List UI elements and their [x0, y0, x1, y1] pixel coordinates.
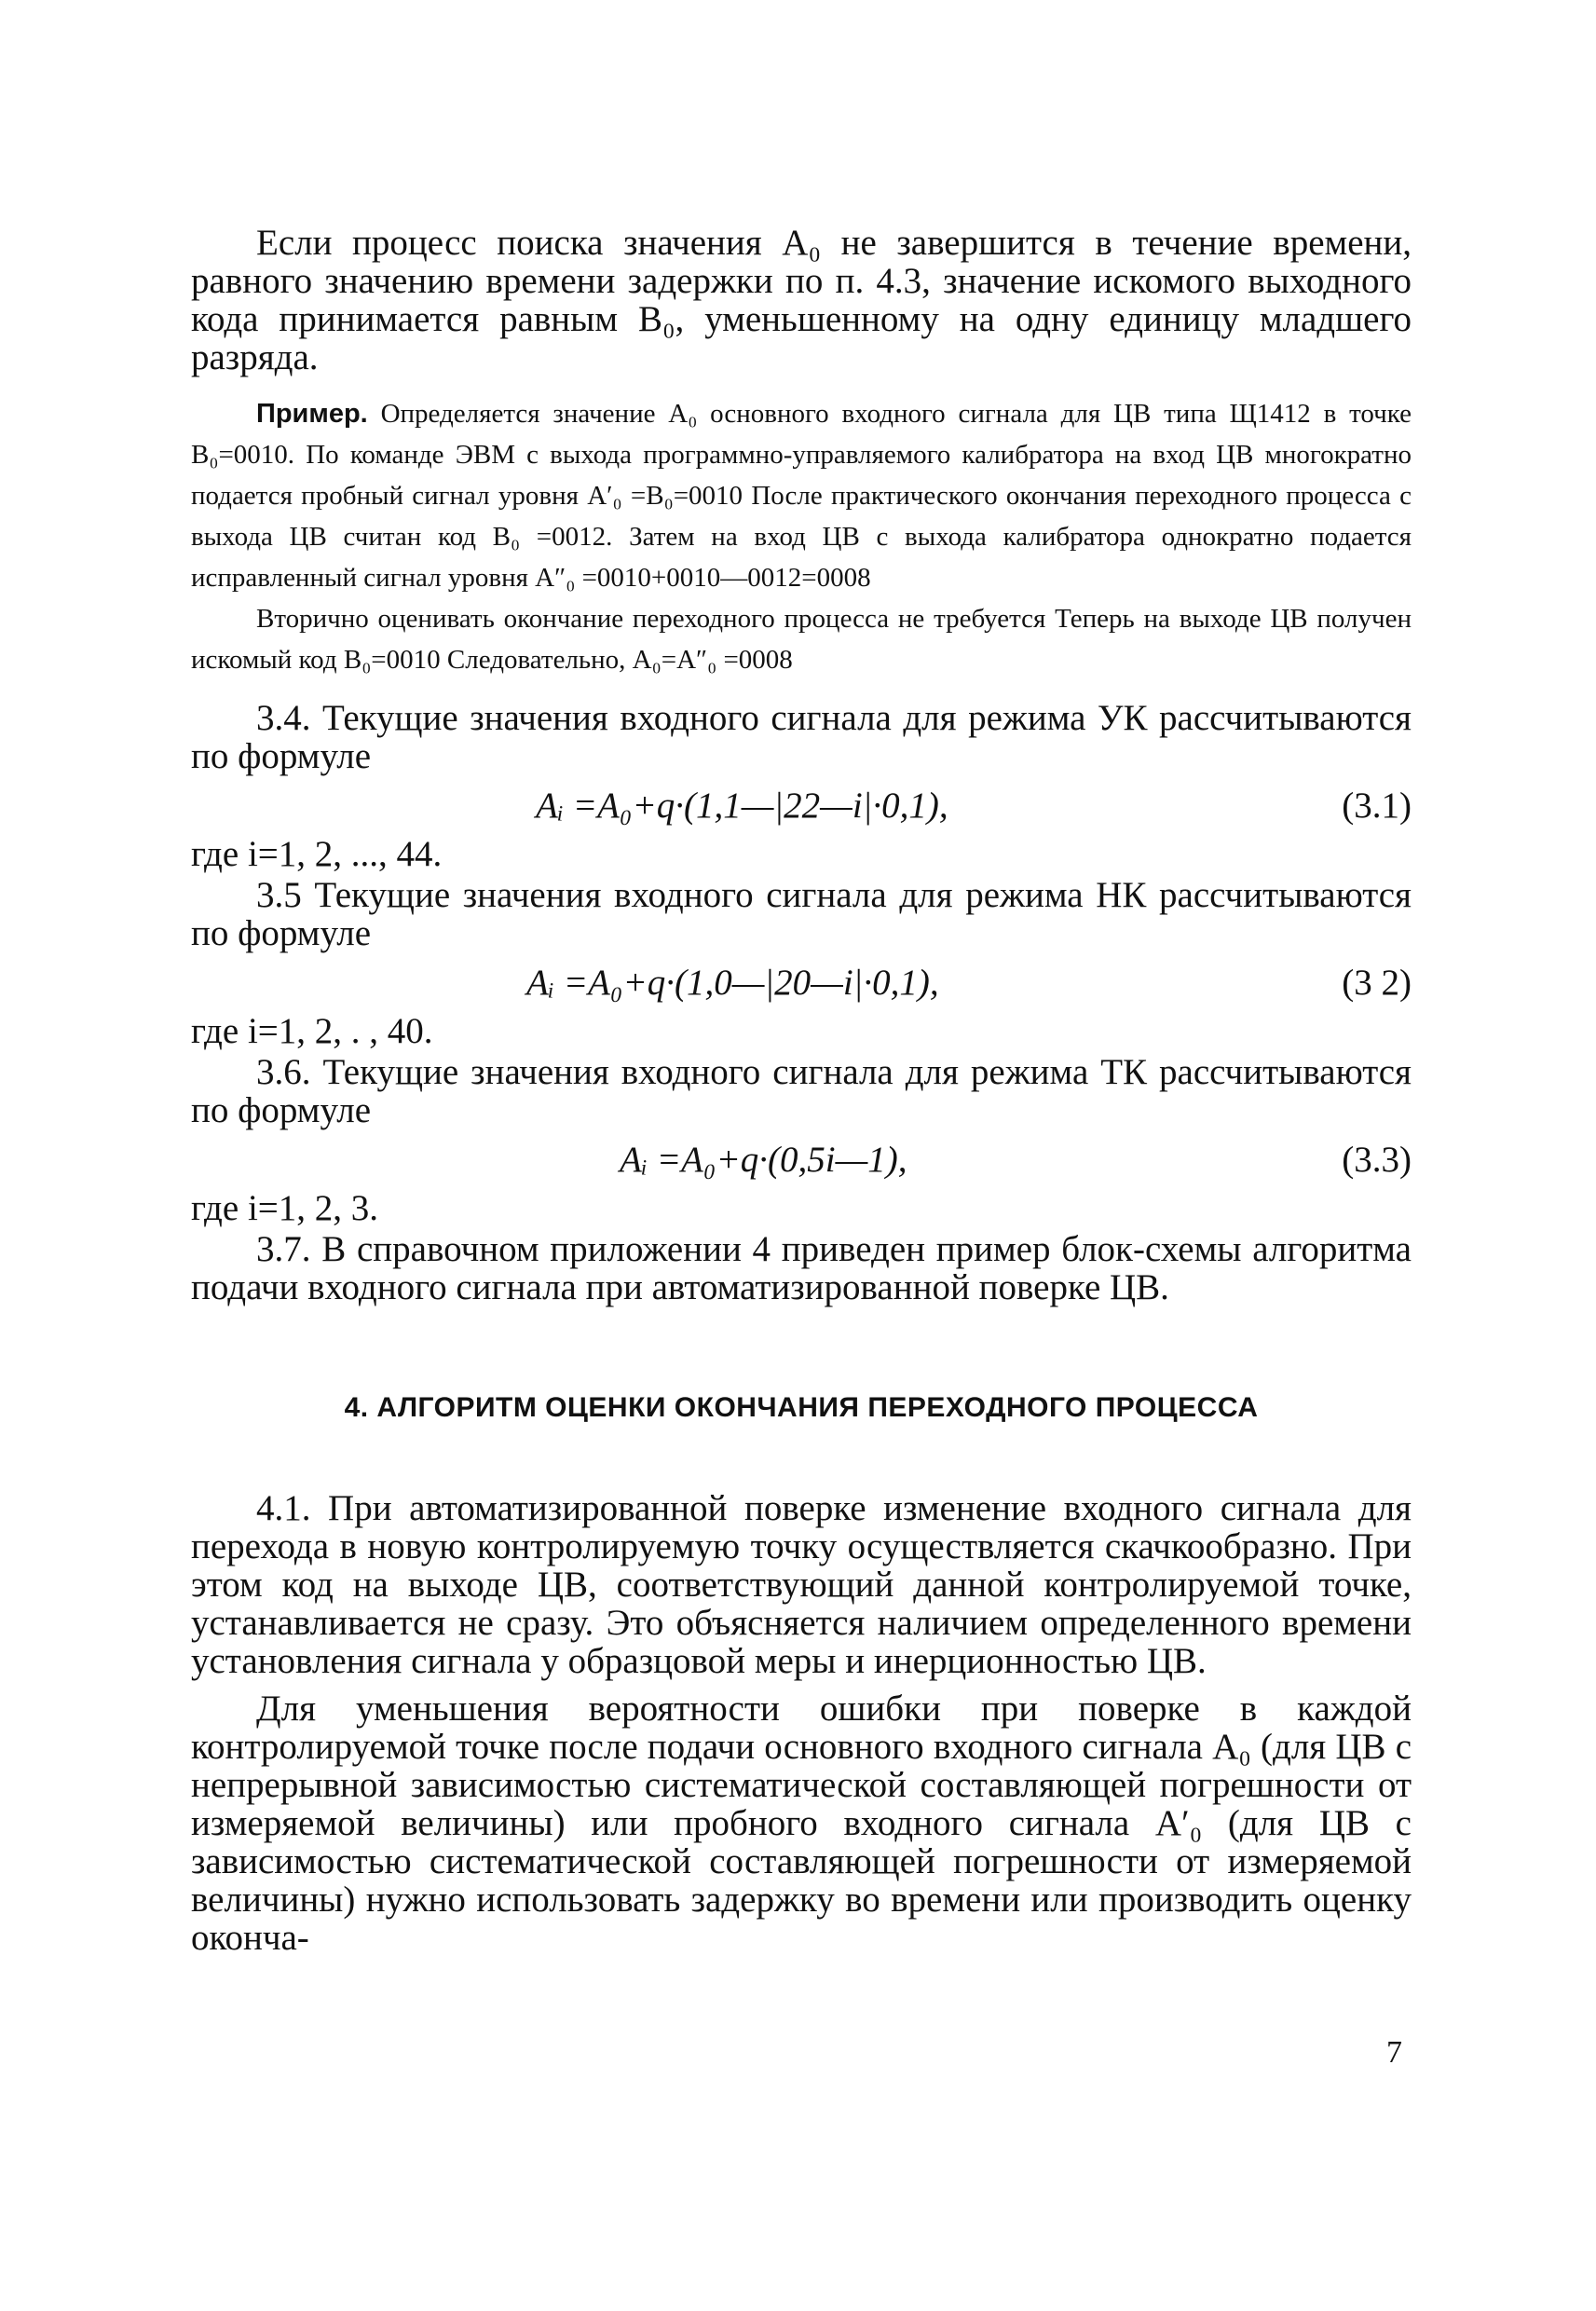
formula-3-2-number: (3 2) — [1342, 963, 1412, 1003]
formula-3-1 — [191, 775, 1412, 833]
example-paragraph-2: Вторично оценивать окончание переходного процесса не требуется Теперь на выходе ЦВ получен искомый код B₀=0010 Следовательно, A₀=A″₀ =0008 — [191, 604, 1412, 675]
where-3-3: где i=1, 2, 3. — [191, 1188, 379, 1228]
example-text: Определяется значение A₀ основного входного сигнала для ЦВ типа Щ1412 в точке B₀=0010. По команде ЭВМ с выхода программно-управляемого калибратора на вход ЦВ многократно подается пробный сигнал уровня A′₀ =B₀=0010 После практического окончания переходного процесса с выхода ЦВ считан код B₀ =0012. Затем на вход ЦВ с выхода калибратора однократно подается исправленный сигнал уровня A″₀ =0010+0010—0012=0008 — [191, 399, 1412, 593]
formula-3-1-number: (3.1) — [1342, 786, 1412, 826]
where-3-1: где i=1, 2, ..., 44. — [191, 834, 443, 874]
formula-3-3 — [191, 1129, 1412, 1187]
formula-3-2-expression: Aᵢ =A₀+q·(1,0—|20—i|·0,1), — [526, 963, 939, 1003]
clause-4-1: 4.1. При автоматизированной поверке изменение входного сигнала для перехода в новую контролируемую точку осуществляется скачкообразно. При этом код на выходе ЦВ, соответствующий данной контролируемой точке, устанавливается не сразу. Это объясняется наличием определенного времени установления сигнала у образцовой меры и инерционностью ЦВ. — [191, 1488, 1412, 1681]
formula-3-1-expression: Aᵢ =A₀+q·(1,1—|22—i|·0,1), — [536, 786, 948, 826]
page-number: 7 — [1386, 2035, 1402, 2070]
page-body — [191, 224, 1412, 1957]
formula-3-3-expression: Aᵢ =A₀+q·(0,5i—1), — [620, 1140, 907, 1180]
paragraph-search-process: Если процесс поиска значения A₀ не завершится в течение времени, равного значению времени задержки по п. 4.3, значение искомого выходного кода принимается равным B₀, уменьшенному на одну единицу младшего разряда. — [191, 223, 1412, 377]
formula-3-3-number: (3.3) — [1342, 1140, 1412, 1180]
example-paragraph — [191, 393, 1412, 598]
clause-3-6: 3.6. Текущие значения входного сигнала для режима ТК рассчитываются по формуле — [191, 1052, 1412, 1130]
clause-3-4: 3.4. Текущие значения входного сигнала для режима УК рассчитываются по формуле — [191, 698, 1412, 776]
section-4-heading: 4. АЛГОРИТМ ОЦЕНКИ ОКОНЧАНИЯ ПЕРЕХОДНОГО ПРОЦЕССА — [344, 1392, 1259, 1423]
clause-3-7: 3.7. В справочном приложении 4 приведен пример блок-схемы алгоритма подачи входного сигнала при автоматизированной поверке ЦВ. — [191, 1229, 1412, 1307]
where-3-2: где i=1, 2, . , 40. — [191, 1011, 433, 1051]
clause-3-5: 3.5 Текущие значения входного сигнала для режима НК рассчитываются по формуле — [191, 875, 1412, 953]
example-label: Пример. — [256, 399, 368, 429]
formula-3-2 — [191, 952, 1412, 1010]
paragraph-error-probability: Для уменьшения вероятности ошибки при поверке в каждой контролируемой точке после подачи основного входного сигнала A₀ (для ЦВ с непрерывной зависимостью систематической составляющей погрешности от измеряемой величины) или пробного входного сигнала A′₀ (для ЦВ с зависимостью систематической составляющей погрешности от измеряемой величины) нужно использовать задержку во времени или производить оценку оконча- — [191, 1689, 1412, 1958]
